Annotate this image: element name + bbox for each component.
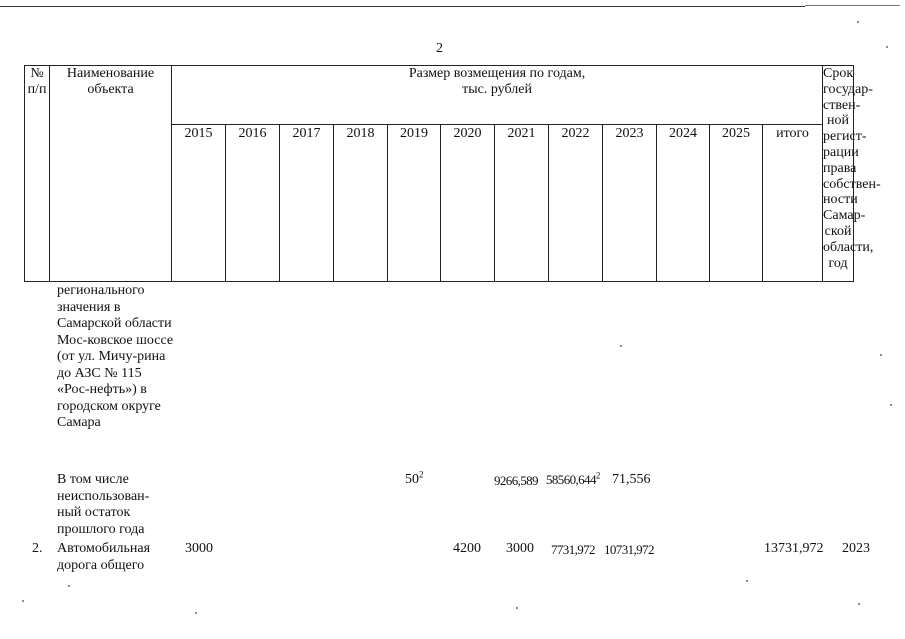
scan-speck xyxy=(890,404,892,406)
header-year-2022: 2022 xyxy=(549,125,603,282)
page-number: 2 xyxy=(436,41,443,56)
row2-2015: 3000 xyxy=(185,541,213,556)
row1-sub-2022: 58560,644$^2$ xyxy=(546,470,600,487)
scan-speck xyxy=(22,600,24,602)
scan-speck xyxy=(620,345,622,347)
scan-speck xyxy=(886,46,888,48)
header-year-2016: 2016 xyxy=(226,125,280,282)
row1-object-name: регионального значения в Самарской области Мос-ковское шоссе (от ул. Мичу-рина до АЗС № 115 «Рос-нефть») в городском округе Самара xyxy=(57,283,174,430)
scan-speck xyxy=(195,612,197,614)
row1-sub-2023: 71,556 xyxy=(612,472,651,487)
header-col-number: № п/п xyxy=(25,66,50,282)
header-year-2015: 2015 xyxy=(172,125,226,282)
table-header xyxy=(24,65,881,282)
row1-sub-2021: 9266,589 xyxy=(494,473,538,488)
row1-sub-2019: $50^2$ xyxy=(405,469,424,487)
header-year-2019: 2019 xyxy=(388,125,441,282)
top-border-line xyxy=(0,6,805,7)
header-year-2023: 2023 xyxy=(603,125,657,282)
header-year-2024: 2024 xyxy=(657,125,710,282)
row2-object-name: Автомобильная дорога общего xyxy=(57,541,151,573)
header-col-term: Срок государ-ствен-ной регист-рации права собствен-ности Самар-ской области, год xyxy=(823,66,854,282)
row2-2022: 7731,972 xyxy=(551,542,595,557)
header-year-2025: 2025 xyxy=(710,125,763,282)
scan-speck xyxy=(880,354,882,356)
row2-term: 2023 xyxy=(842,541,870,556)
header-col-amount: Размер возмещения по годам, тыс. рублей xyxy=(172,66,823,125)
scan-speck xyxy=(857,21,859,23)
scan-speck xyxy=(68,585,70,587)
row2-number: 2. xyxy=(32,541,43,556)
row1-sub-name: В том числе неиспользован-ный остаток прошлого года xyxy=(57,472,150,537)
header-year-2020: 2020 xyxy=(441,125,495,282)
row2-2020: 4200 xyxy=(453,541,481,556)
row2-total: 13731,972 xyxy=(764,541,824,556)
scan-speck xyxy=(516,607,518,609)
header-total: итого xyxy=(763,125,823,282)
scan-speck xyxy=(858,603,860,605)
header-year-2017: 2017 xyxy=(280,125,334,282)
header-year-2018: 2018 xyxy=(334,125,388,282)
row2-2023: 10731,972 xyxy=(604,542,654,557)
header-col-name: Наименование объекта xyxy=(50,66,172,282)
scan-speck xyxy=(746,580,748,582)
row2-2021: 3000 xyxy=(506,541,534,556)
top-border-line-thin xyxy=(805,5,900,6)
header-year-2021: 2021 xyxy=(495,125,549,282)
